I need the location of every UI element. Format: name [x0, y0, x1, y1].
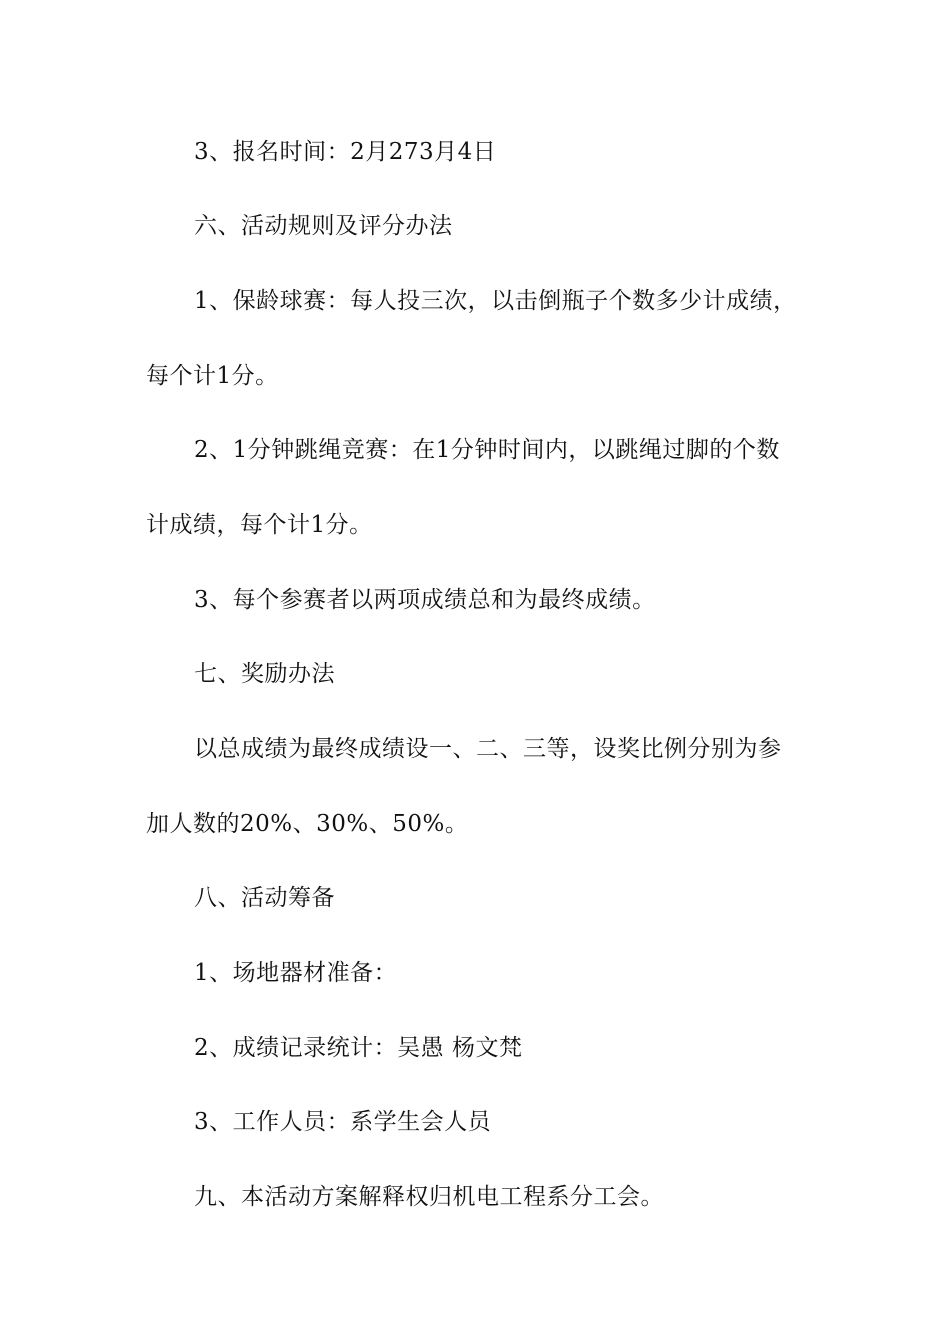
- award-rule-line-1: 以总成绩为最终成绩设一、二、三等，设奖比例分别为参: [194, 736, 782, 762]
- bowling-rule-line-1: 1、保龄球赛：每人投三次，以击倒瓶子个数多少计成绩，: [194, 288, 797, 314]
- total-score-rule-line: 3、每个参赛者以两项成绩总和为最终成绩。: [194, 587, 656, 613]
- section-seven-heading: 七、奖励办法: [194, 661, 335, 687]
- award-rule-line-2: 加人数的20%、30%、50%。: [146, 811, 469, 837]
- jump-rope-rule-line-1: 2、1分钟跳绳竞赛：在1分钟时间内，以跳绳过脚的个数: [194, 437, 780, 463]
- score-recording-line: 2、成绩记录统计：吴愚 杨文梵: [194, 1035, 523, 1061]
- venue-equipment-line: 1、场地器材准备：: [194, 960, 398, 986]
- section-eight-heading: 八、活动筹备: [194, 885, 335, 911]
- section-nine-line: 九、本活动方案解释权归机电工程系分工会。: [194, 1184, 664, 1210]
- registration-time-line: 3、报名时间：2月273月4日: [194, 139, 497, 165]
- bowling-rule-line-2: 每个计1分。: [146, 363, 279, 389]
- section-six-heading: 六、活动规则及评分办法: [194, 213, 453, 239]
- jump-rope-rule-line-2: 计成绩，每个计1分。: [146, 512, 373, 538]
- staff-line: 3、工作人员：系学生会人员: [194, 1109, 492, 1135]
